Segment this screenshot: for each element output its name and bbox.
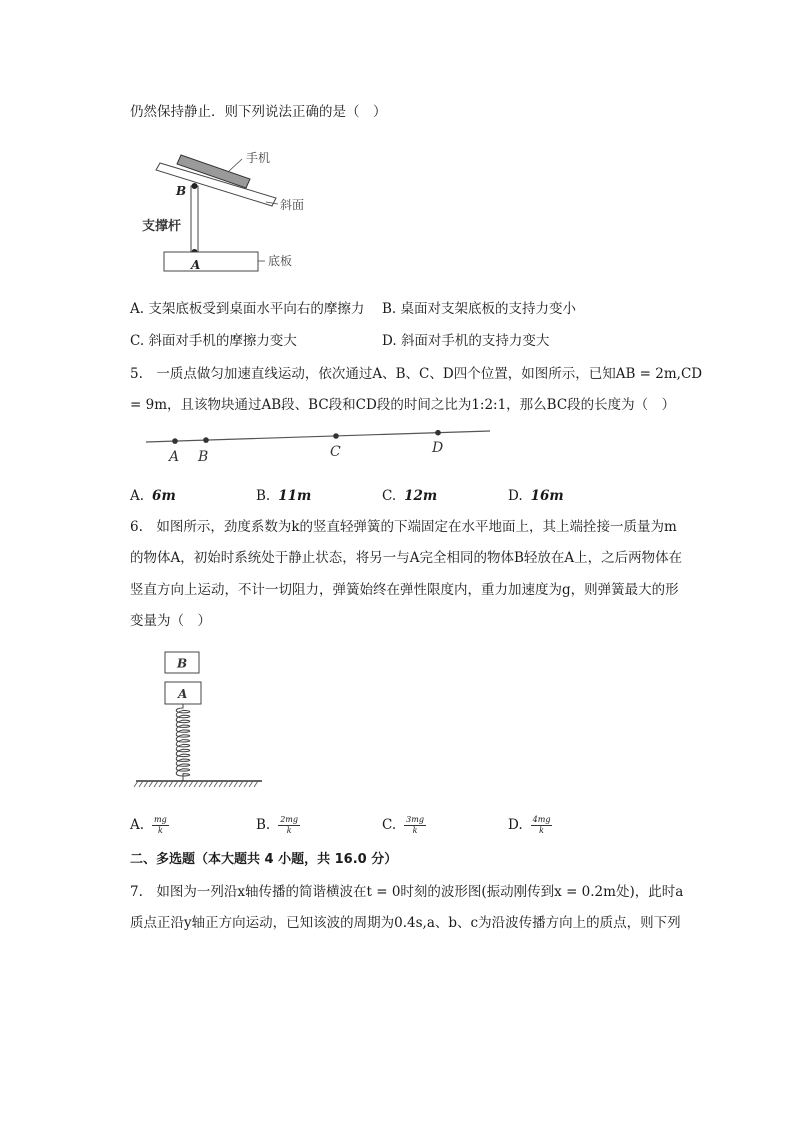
q5-option-a-value: 6m xyxy=(152,488,176,504)
q5-option-c-value: 12m xyxy=(404,488,438,504)
label-phone: 手机 xyxy=(246,151,271,165)
q6-option-a-letter: A. xyxy=(130,817,145,833)
hinge-b xyxy=(192,183,198,189)
q4-option-c-letter: C. xyxy=(130,333,145,349)
q6-text-line-4: 变量为（ ） xyxy=(130,613,211,629)
q6-option-a-numerator: mg xyxy=(154,815,167,824)
point-d-dot xyxy=(435,430,441,436)
q4-option-d-letter: D. xyxy=(382,333,397,349)
label-incline: 斜面 xyxy=(280,198,305,212)
q5-option-c[interactable] xyxy=(382,486,437,506)
q6-option-c-denominator: k xyxy=(412,826,418,835)
q7-text-line-1: 7. 如图为一列沿x轴传播的简谐横波在t = 0时刻的波形图(振动刚传到x = 0.2m处)，此时a xyxy=(130,884,684,900)
q5-option-d-letter: D. xyxy=(508,488,523,504)
label-point-a: A xyxy=(191,258,201,272)
q4-option-c-text: 斜面对手机的摩擦力变大 xyxy=(148,333,297,349)
q4-option-b-text: 桌面对支架底板的支持力变小 xyxy=(400,301,577,317)
point-a-label: A xyxy=(169,449,180,465)
q6-option-d-fraction xyxy=(531,815,553,836)
q4-option-b[interactable] xyxy=(382,299,576,319)
q6-option-a[interactable] xyxy=(130,815,169,836)
q5-option-a[interactable] xyxy=(130,486,176,506)
q6-option-c-numerator: 3mg xyxy=(406,815,424,824)
point-b-label: B xyxy=(198,449,209,465)
q6-option-c-letter: C. xyxy=(382,817,397,833)
ground-hatching xyxy=(134,781,258,787)
section-title: 二、多选题（本大题共 4 小题，共 16.0 分） xyxy=(130,852,398,867)
q4-option-d[interactable] xyxy=(382,331,549,351)
q4-option-a-letter: A. xyxy=(130,301,145,317)
q7-text-line-2: 质点正沿y轴正方向运动，已知该波的周期为0.4s,a、b、c为沿波传播方向上的质点，则下列 xyxy=(130,915,681,931)
label-point-b: B xyxy=(176,184,187,198)
q6-option-b-numerator: 2mg xyxy=(280,815,299,824)
point-c-dot xyxy=(333,433,339,439)
q4-option-d-text: 斜面对手机的支持力变大 xyxy=(400,333,550,349)
block-b-label: B xyxy=(177,656,188,671)
q6-option-d-denominator: k xyxy=(539,826,544,835)
q5-option-b[interactable] xyxy=(256,486,311,506)
q4-option-c[interactable] xyxy=(130,331,297,351)
point-a-dot xyxy=(172,438,178,444)
spring-coil xyxy=(176,704,190,781)
q4-option-a-text: 支架底板受到桌面水平向右的摩擦力 xyxy=(148,301,365,317)
phone-stand-figure xyxy=(142,148,320,276)
label-rod: 支撑杆 xyxy=(142,219,182,234)
point-d-label: D xyxy=(432,440,444,456)
point-b-dot xyxy=(203,437,209,443)
q6-option-c-fraction xyxy=(404,815,426,836)
q6-text-line-1: 6. 如图所示，劲度系数为k的竖直轻弹簧的下端固定在水平地面上，其上端拴接一质量为m xyxy=(130,519,677,535)
label-base: 底板 xyxy=(268,254,293,268)
q6-option-b-denominator: k xyxy=(286,826,292,835)
q6-text-line-3: 竖直方向上运动，不计一切阻力，弹簧始终在弹性限度内，重力加速度为g，则弹簧最大的形 xyxy=(130,582,679,598)
question-intro-line: 仍然保持静止．则下列说法正确的是（ ） xyxy=(130,104,387,120)
q6-option-a-fraction xyxy=(152,815,169,836)
q5-text-line-2: = 9m，且该物块通过AB段、BC段和CD段的时间之比为1:2:1，那么BC段的长度为（ ） xyxy=(130,397,676,413)
q5-option-d-value: 16m xyxy=(530,488,564,504)
q6-option-a-denominator: k xyxy=(157,826,163,835)
spring-blocks-figure xyxy=(130,648,270,790)
points-line-figure xyxy=(140,424,500,464)
block-a-label: A xyxy=(178,687,188,701)
point-c-label: C xyxy=(330,444,341,460)
q6-option-d-letter: D. xyxy=(508,817,523,833)
q6-option-c[interactable] xyxy=(382,815,426,836)
q6-option-d-numerator: 4mg xyxy=(532,815,551,824)
q5-text-line-1: 5. 一质点做匀加速直线运动，依次通过A、B、C、D四个位置，如图所示，已知AB = 2m,CD xyxy=(130,366,703,382)
q5-option-b-letter: B. xyxy=(256,488,271,504)
q5-option-a-letter: A. xyxy=(130,488,145,504)
q6-text-line-2: 的物体A，初始时系统处于静止状态，将另一与A完全相同的物体B轻放在A上，之后两物体在 xyxy=(130,550,683,566)
q5-option-d[interactable] xyxy=(508,486,564,506)
q5-option-b-value: 11m xyxy=(278,488,312,504)
base-plate xyxy=(164,252,258,271)
q6-option-b-letter: B. xyxy=(256,817,271,833)
q6-option-d[interactable] xyxy=(508,815,552,836)
q4-option-b-letter: B. xyxy=(382,301,397,317)
support-rod xyxy=(191,186,198,252)
q6-option-b-fraction xyxy=(278,815,300,836)
q6-option-b[interactable] xyxy=(256,815,300,836)
q5-option-c-letter: C. xyxy=(382,488,397,504)
q4-option-a[interactable] xyxy=(130,299,364,319)
